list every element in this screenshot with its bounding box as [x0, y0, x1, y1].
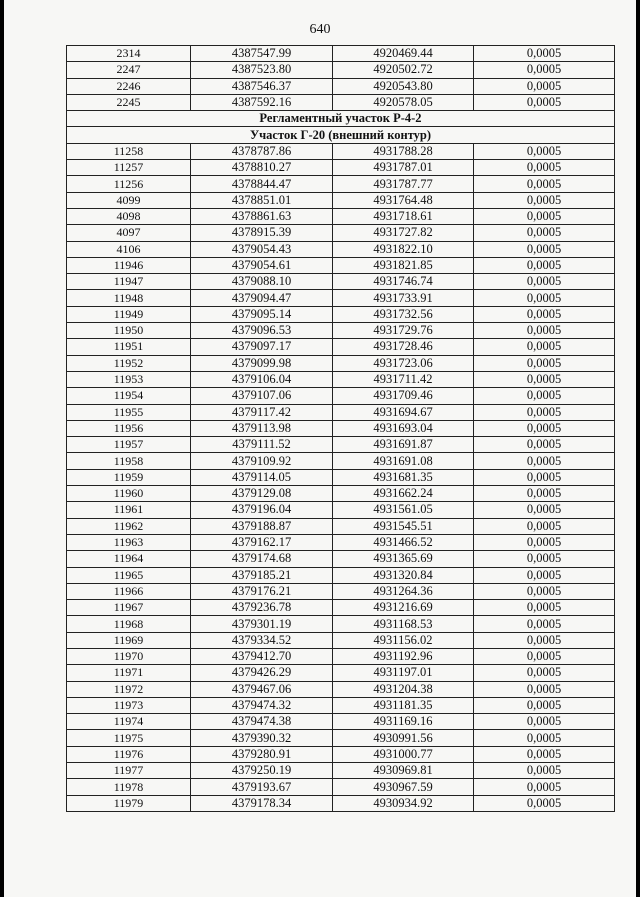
point-number-cell: 11978: [67, 779, 191, 795]
table-row: [67, 551, 615, 567]
y-coordinate-cell: 4931718.61: [333, 208, 474, 224]
table-row: [67, 632, 615, 648]
y-coordinate-cell: 4931764.48: [333, 192, 474, 208]
accuracy-cell: 0,0005: [474, 420, 615, 436]
accuracy-cell: 0,0005: [474, 486, 615, 502]
point-number-cell: 11963: [67, 534, 191, 550]
x-coordinate-cell: 4379236.78: [191, 600, 333, 616]
y-coordinate-cell: 4931216.69: [333, 600, 474, 616]
x-coordinate-cell: 4387592.16: [191, 94, 333, 110]
table-row: [67, 665, 615, 681]
accuracy-cell: 0,0005: [474, 632, 615, 648]
point-number-cell: 11953: [67, 371, 191, 387]
table-row: [67, 534, 615, 550]
point-number-cell: 11946: [67, 257, 191, 273]
table-row: [67, 192, 615, 208]
x-coordinate-cell: 4378851.01: [191, 192, 333, 208]
point-number-cell: 11964: [67, 551, 191, 567]
x-coordinate-cell: 4379117.42: [191, 404, 333, 420]
table-row: [67, 746, 615, 762]
point-number-cell: 11969: [67, 632, 191, 648]
y-coordinate-cell: 4931723.06: [333, 355, 474, 371]
point-number-cell: 4098: [67, 208, 191, 224]
point-number-cell: 11956: [67, 420, 191, 436]
accuracy-cell: 0,0005: [474, 94, 615, 110]
section-title-row: [67, 111, 615, 127]
x-coordinate-cell: 4379250.19: [191, 763, 333, 779]
accuracy-cell: 0,0005: [474, 306, 615, 322]
table-row: [67, 257, 615, 273]
table-row: [67, 779, 615, 795]
point-number-cell: 11257: [67, 160, 191, 176]
x-coordinate-cell: 4379099.98: [191, 355, 333, 371]
point-number-cell: 4099: [67, 192, 191, 208]
x-coordinate-cell: 4387546.37: [191, 78, 333, 94]
accuracy-cell: 0,0005: [474, 437, 615, 453]
y-coordinate-cell: 4931181.35: [333, 697, 474, 713]
x-coordinate-cell: 4378787.86: [191, 143, 333, 159]
table-row: [67, 648, 615, 664]
table-row: [67, 355, 615, 371]
y-coordinate-cell: 4931728.46: [333, 339, 474, 355]
page-number: 640: [309, 22, 331, 37]
point-number-cell: 11955: [67, 404, 191, 420]
section-header-group: [67, 111, 615, 144]
y-coordinate-cell: 4931681.35: [333, 469, 474, 485]
x-coordinate-cell: 4387523.80: [191, 62, 333, 78]
point-number-cell: 11952: [67, 355, 191, 371]
accuracy-cell: 0,0005: [474, 518, 615, 534]
accuracy-cell: 0,0005: [474, 469, 615, 485]
x-coordinate-cell: 4379096.53: [191, 323, 333, 339]
subsection-title: Участок Г-20 (внешний контур): [67, 127, 615, 143]
point-number-cell: 11977: [67, 763, 191, 779]
point-number-cell: 11979: [67, 795, 191, 811]
x-coordinate-cell: 4378915.39: [191, 225, 333, 241]
accuracy-cell: 0,0005: [474, 600, 615, 616]
x-coordinate-cell: 4379178.34: [191, 795, 333, 811]
x-coordinate-cell: 4379474.32: [191, 697, 333, 713]
table-row: [67, 486, 615, 502]
x-coordinate-cell: 4379111.52: [191, 437, 333, 453]
accuracy-cell: 0,0005: [474, 355, 615, 371]
x-coordinate-cell: 4379054.61: [191, 257, 333, 273]
table-row: [67, 160, 615, 176]
y-coordinate-cell: 4930934.92: [333, 795, 474, 811]
x-coordinate-cell: 4379162.17: [191, 534, 333, 550]
accuracy-cell: 0,0005: [474, 665, 615, 681]
point-number-cell: 11962: [67, 518, 191, 534]
table-row: [67, 518, 615, 534]
accuracy-cell: 0,0005: [474, 160, 615, 176]
point-number-cell: 4106: [67, 241, 191, 257]
table-row: [67, 388, 615, 404]
table-row: [67, 697, 615, 713]
table-row: [67, 681, 615, 697]
x-coordinate-cell: 4379334.52: [191, 632, 333, 648]
table-row: [67, 274, 615, 290]
table-row: [67, 453, 615, 469]
section-title: Регламентный участок Р-4-2: [67, 111, 615, 127]
accuracy-cell: 0,0005: [474, 551, 615, 567]
x-coordinate-cell: 4387547.99: [191, 46, 333, 62]
point-number-cell: 11975: [67, 730, 191, 746]
table-row: [67, 241, 615, 257]
accuracy-cell: 0,0005: [474, 746, 615, 762]
accuracy-cell: 0,0005: [474, 453, 615, 469]
x-coordinate-cell: 4379467.06: [191, 681, 333, 697]
y-coordinate-cell: 4920469.44: [333, 46, 474, 62]
x-coordinate-cell: 4379185.21: [191, 567, 333, 583]
x-coordinate-cell: 4378844.47: [191, 176, 333, 192]
table-row: [67, 94, 615, 110]
table-row: [67, 46, 615, 62]
accuracy-cell: 0,0005: [474, 697, 615, 713]
accuracy-cell: 0,0005: [474, 241, 615, 257]
table-row: [67, 143, 615, 159]
y-coordinate-cell: 4931192.96: [333, 648, 474, 664]
y-coordinate-cell: 4931693.04: [333, 420, 474, 436]
accuracy-cell: 0,0005: [474, 78, 615, 94]
point-number-cell: 11970: [67, 648, 191, 664]
x-coordinate-cell: 4379088.10: [191, 274, 333, 290]
accuracy-cell: 0,0005: [474, 502, 615, 518]
accuracy-cell: 0,0005: [474, 290, 615, 306]
x-coordinate-cell: 4379412.70: [191, 648, 333, 664]
y-coordinate-cell: 4931204.38: [333, 681, 474, 697]
y-coordinate-cell: 4931732.56: [333, 306, 474, 322]
table-row: [67, 420, 615, 436]
y-coordinate-cell: 4931787.77: [333, 176, 474, 192]
y-coordinate-cell: 4931694.67: [333, 404, 474, 420]
y-coordinate-cell: 4931787.01: [333, 160, 474, 176]
accuracy-cell: 0,0005: [474, 648, 615, 664]
table-row: [67, 62, 615, 78]
coordinates-table: [66, 45, 615, 812]
x-coordinate-cell: 4378861.63: [191, 208, 333, 224]
point-number-cell: 11947: [67, 274, 191, 290]
point-number-cell: 11974: [67, 714, 191, 730]
table-row: [67, 600, 615, 616]
point-number-cell: 11971: [67, 665, 191, 681]
table-row: [67, 208, 615, 224]
x-coordinate-cell: 4379174.68: [191, 551, 333, 567]
point-number-cell: 11967: [67, 600, 191, 616]
table-row: [67, 795, 615, 811]
y-coordinate-cell: 4930967.59: [333, 779, 474, 795]
y-coordinate-cell: 4920502.72: [333, 62, 474, 78]
point-number-cell: 11948: [67, 290, 191, 306]
x-coordinate-cell: 4379054.43: [191, 241, 333, 257]
table-body-before-section: [67, 46, 615, 111]
y-coordinate-cell: 4931709.46: [333, 388, 474, 404]
point-number-cell: 2246: [67, 78, 191, 94]
x-coordinate-cell: 4378810.27: [191, 160, 333, 176]
x-coordinate-cell: 4379113.98: [191, 420, 333, 436]
point-number-cell: 11951: [67, 339, 191, 355]
accuracy-cell: 0,0005: [474, 616, 615, 632]
table-row: [67, 371, 615, 387]
table-row: [67, 404, 615, 420]
x-coordinate-cell: 4379301.19: [191, 616, 333, 632]
y-coordinate-cell: 4931466.52: [333, 534, 474, 550]
x-coordinate-cell: 4379109.92: [191, 453, 333, 469]
x-coordinate-cell: 4379426.29: [191, 665, 333, 681]
table-row: [67, 469, 615, 485]
table-row: [67, 567, 615, 583]
table-row: [67, 763, 615, 779]
y-coordinate-cell: 4931821.85: [333, 257, 474, 273]
point-number-cell: 11966: [67, 583, 191, 599]
accuracy-cell: 0,0005: [474, 567, 615, 583]
y-coordinate-cell: 4931727.82: [333, 225, 474, 241]
accuracy-cell: 0,0005: [474, 795, 615, 811]
x-coordinate-cell: 4379280.91: [191, 746, 333, 762]
accuracy-cell: 0,0005: [474, 143, 615, 159]
accuracy-cell: 0,0005: [474, 323, 615, 339]
point-number-cell: 11972: [67, 681, 191, 697]
x-coordinate-cell: 4379474.38: [191, 714, 333, 730]
y-coordinate-cell: 4931156.02: [333, 632, 474, 648]
x-coordinate-cell: 4379094.47: [191, 290, 333, 306]
y-coordinate-cell: 4931000.77: [333, 746, 474, 762]
point-number-cell: 11965: [67, 567, 191, 583]
point-number-cell: 2245: [67, 94, 191, 110]
table-row: [67, 616, 615, 632]
y-coordinate-cell: 4931264.36: [333, 583, 474, 599]
y-coordinate-cell: 4920543.80: [333, 78, 474, 94]
y-coordinate-cell: 4931691.08: [333, 453, 474, 469]
point-number-cell: 11976: [67, 746, 191, 762]
y-coordinate-cell: 4931561.05: [333, 502, 474, 518]
x-coordinate-cell: 4379193.67: [191, 779, 333, 795]
accuracy-cell: 0,0005: [474, 779, 615, 795]
table-row: [67, 730, 615, 746]
accuracy-cell: 0,0005: [474, 534, 615, 550]
x-coordinate-cell: 4379196.04: [191, 502, 333, 518]
y-coordinate-cell: 4931365.69: [333, 551, 474, 567]
point-number-cell: 11949: [67, 306, 191, 322]
x-coordinate-cell: 4379106.04: [191, 371, 333, 387]
accuracy-cell: 0,0005: [474, 763, 615, 779]
accuracy-cell: 0,0005: [474, 62, 615, 78]
table-row: [67, 583, 615, 599]
table-row: [67, 502, 615, 518]
table-row: [67, 176, 615, 192]
y-coordinate-cell: 4931733.91: [333, 290, 474, 306]
accuracy-cell: 0,0005: [474, 730, 615, 746]
y-coordinate-cell: 4931545.51: [333, 518, 474, 534]
accuracy-cell: 0,0005: [474, 339, 615, 355]
accuracy-cell: 0,0005: [474, 257, 615, 273]
x-coordinate-cell: 4379129.08: [191, 486, 333, 502]
accuracy-cell: 0,0005: [474, 371, 615, 387]
accuracy-cell: 0,0005: [474, 404, 615, 420]
point-number-cell: 11957: [67, 437, 191, 453]
accuracy-cell: 0,0005: [474, 388, 615, 404]
point-number-cell: 11959: [67, 469, 191, 485]
y-coordinate-cell: 4931788.28: [333, 143, 474, 159]
x-coordinate-cell: 4379176.21: [191, 583, 333, 599]
x-coordinate-cell: 4379390.32: [191, 730, 333, 746]
subsection-title-row: [67, 127, 615, 143]
table-row: [67, 78, 615, 94]
point-number-cell: 11954: [67, 388, 191, 404]
table-row: [67, 714, 615, 730]
x-coordinate-cell: 4379107.06: [191, 388, 333, 404]
point-number-cell: 2314: [67, 46, 191, 62]
accuracy-cell: 0,0005: [474, 714, 615, 730]
point-number-cell: 2247: [67, 62, 191, 78]
point-number-cell: 11950: [67, 323, 191, 339]
x-coordinate-cell: 4379188.87: [191, 518, 333, 534]
accuracy-cell: 0,0005: [474, 176, 615, 192]
y-coordinate-cell: 4920578.05: [333, 94, 474, 110]
y-coordinate-cell: 4931711.42: [333, 371, 474, 387]
point-number-cell: 11258: [67, 143, 191, 159]
x-coordinate-cell: 4379114.05: [191, 469, 333, 485]
y-coordinate-cell: 4931746.74: [333, 274, 474, 290]
accuracy-cell: 0,0005: [474, 192, 615, 208]
accuracy-cell: 0,0005: [474, 681, 615, 697]
y-coordinate-cell: 4931662.24: [333, 486, 474, 502]
y-coordinate-cell: 4931197.01: [333, 665, 474, 681]
table-row: [67, 339, 615, 355]
accuracy-cell: 0,0005: [474, 274, 615, 290]
point-number-cell: 11961: [67, 502, 191, 518]
accuracy-cell: 0,0005: [474, 208, 615, 224]
point-number-cell: 11960: [67, 486, 191, 502]
x-coordinate-cell: 4379097.17: [191, 339, 333, 355]
x-coordinate-cell: 4379095.14: [191, 306, 333, 322]
y-coordinate-cell: 4931168.53: [333, 616, 474, 632]
table-row: [67, 323, 615, 339]
accuracy-cell: 0,0005: [474, 583, 615, 599]
table-row: [67, 290, 615, 306]
y-coordinate-cell: 4930969.81: [333, 763, 474, 779]
table-row: [67, 225, 615, 241]
accuracy-cell: 0,0005: [474, 46, 615, 62]
document-page: [4, 0, 636, 897]
y-coordinate-cell: 4931320.84: [333, 567, 474, 583]
point-number-cell: 11973: [67, 697, 191, 713]
accuracy-cell: 0,0005: [474, 225, 615, 241]
y-coordinate-cell: 4931729.76: [333, 323, 474, 339]
y-coordinate-cell: 4931169.16: [333, 714, 474, 730]
y-coordinate-cell: 4931822.10: [333, 241, 474, 257]
table-body-after-section: [67, 143, 615, 811]
table-row: [67, 437, 615, 453]
table-row: [67, 306, 615, 322]
point-number-cell: 11256: [67, 176, 191, 192]
y-coordinate-cell: 4931691.87: [333, 437, 474, 453]
point-number-cell: 4097: [67, 225, 191, 241]
point-number-cell: 11958: [67, 453, 191, 469]
point-number-cell: 11968: [67, 616, 191, 632]
y-coordinate-cell: 4930991.56: [333, 730, 474, 746]
